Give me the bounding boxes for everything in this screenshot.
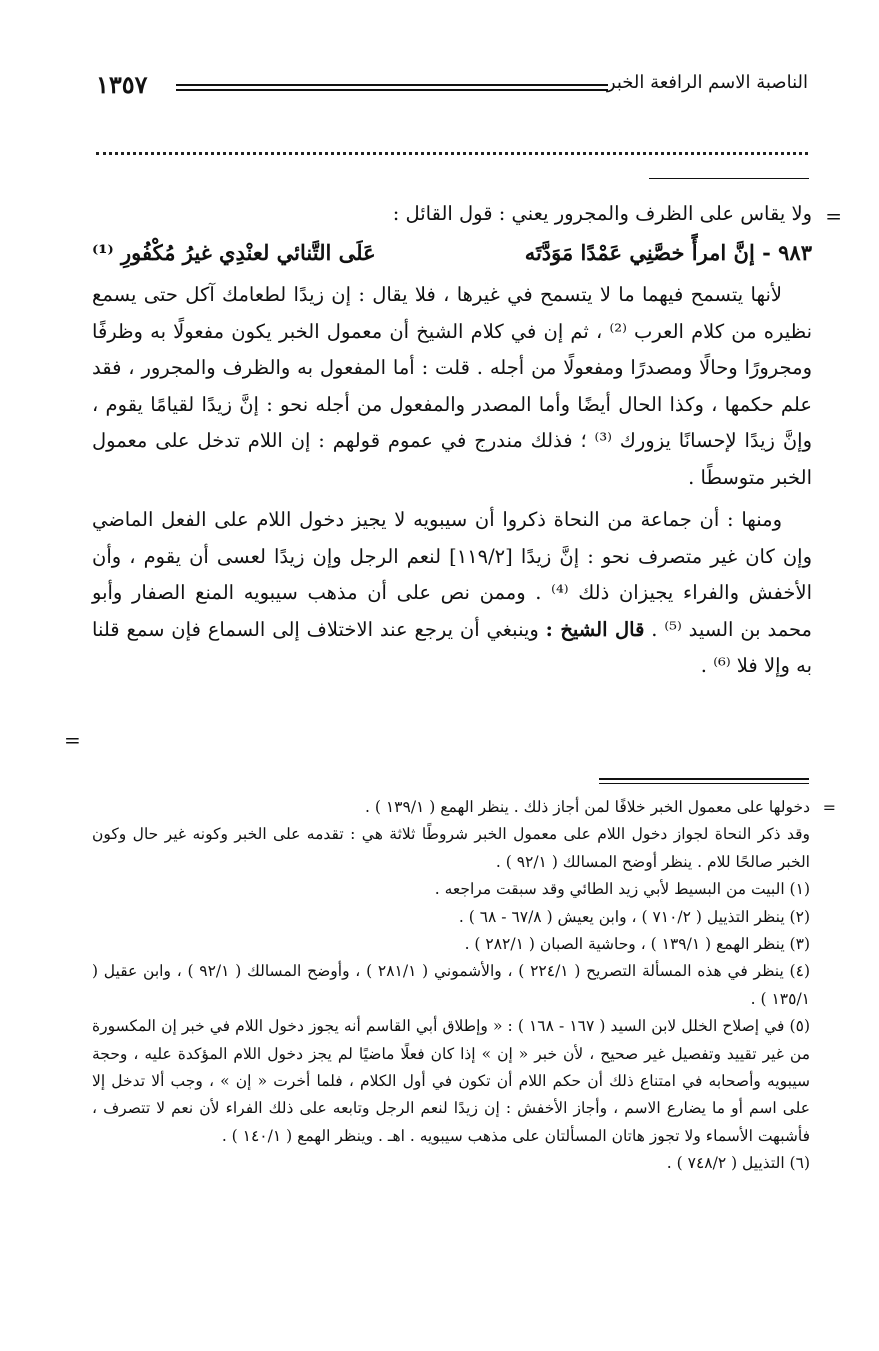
footnote-continued-2: وقد ذكر النحاة لجواز دخول اللام على معمول الخبر شروطًا ثلاثة هي : تقدمه على الخبر وكونه غير حال وكون الخبر صالحًا للام . ينظر أوضح المسالك ( ٩٢/١ ) . bbox=[92, 825, 810, 871]
paragraph-1: لأنها يتسمح فيهما ما لا يتسمح في غيرها ، فلا يقال : إن زيدًا لطعامك آكل حتى يسمع نظيره من كلام العرب ⁽²⁾ ، ثم إن في كلام الشيخ أن معمول الخبر يكون مفعولًا به وظرفًا ومجرورًا وحالًا ومصدرًا ومفعولًا من أجله . قلت : أما المفعول به والظرف والمجرور ، فقد علم حكمها ، وكذا الحال أيضًا وأما المصدر والمفعول من أجله نحو : إنَّ زيدًا لقيامًا يقوم ، وإنَّ زيدًا لإحسانًا يزورك ⁽³⁾ ؛ فذلك مندرج في عموم قولهم : إن اللام تدخل على معمول الخبر متوسطًا . bbox=[92, 283, 813, 489]
poetry-verse bbox=[92, 235, 812, 272]
header-double-rule bbox=[176, 84, 608, 91]
paragraph-2-text-b: وينبغي أن يرجع عند الاختلاف إلى السماع فإن سمع قلنا به وإلا فلا ⁽⁶⁾ . bbox=[92, 617, 812, 677]
verse-second-hemistich: عَلَى التَّنائي لعنْدِي غيرُ مُكْفُورِ ⁽¹⁾ bbox=[92, 239, 376, 265]
continues-mark: = bbox=[64, 728, 81, 752]
footnote-separator bbox=[599, 778, 809, 784]
running-title: الناصبة الاسم الرافعة الخبر bbox=[606, 72, 808, 93]
footnote-6: (٦) التذييل ( ٧٤٨/٢ ) . bbox=[666, 1154, 810, 1173]
footnote-continuation-mark: = bbox=[822, 798, 836, 817]
paragraph-2-text-a: ومنها : أن جماعة من النحاة ذكروا أن سيبويه لا يجيز دخول اللام على الفعل الماضي وإن كان غير متصرف نحو : إنَّ زيدًا [١١٩/٢] لنعم الرجل وإن زيدًا لعسى أن يقوم ، وأن الأخفش والفراء يجيزان ذلك ⁽⁴⁾ . وممن نص على أن مذهب سيبويه المنع الصفار وأبو محمد بن السيد ⁽⁵⁾ . bbox=[92, 508, 813, 641]
footnote-1: (١) البيت من البسيط لأبي زيد الطائي وقد سبقت مراجعه . bbox=[434, 880, 810, 899]
footnotes bbox=[92, 794, 836, 1178]
footnote-2: (٢) ينظر التذييل ( ٧١٠/٢ ) ، وابن يعيش ( ٦٧/٨ - ٦٨ ) . bbox=[458, 907, 810, 926]
intro-line: ولا يقاس على الظرف والمجرور يعني : قول القائل : bbox=[392, 202, 812, 225]
main-text bbox=[92, 196, 842, 685]
footnote-5: (٥) في إصلاح الخلل لابن السيد ( ١٦٧ - ١٦٨ ) : « وإطلاق أبي القاسم أنه يجوز دخول اللام في خبر إن المكسورة من غير تقييد وتفصيل غير صحيح ، لأن خبر « إن » إذا كان فعلًا ماضيًا لم يجز دخول اللام المؤكدة عليه ، وحجة سيبويه وأصحابه في امتناع ذلك أن حكم اللام أن تكون في أول الكلام ، فلما أخرت « إن » ، وجب ألا تدخل إلا على اسم أو ما يضارع الاسم ، وأجاز الأخفش : إن زيدًا لنعم الرجل وتابعه على ذلك الفراء لأن نعم لا تتصرف ، فأشبهت الأسماء ولا تجوز هاتان المسألتان على مذهب سيبويه . اهـ . وينظر الهمع ( ١٤٠/١ ) . bbox=[92, 1017, 810, 1145]
paragraph-2-bold: قال الشيخ : bbox=[545, 617, 645, 641]
verse-first-hemistich: ٩٨٣ - إنَّ امرأً خصَّنِي عَمْدًا مَوَدَّتَه bbox=[524, 239, 812, 265]
section-rule bbox=[649, 178, 809, 179]
page-number: ١٣٥٧ bbox=[96, 70, 148, 99]
footnote-4: (٤) ينظر في هذه المسألة التصريح ( ٢٢٤/١ ) ، والأشموني ( ٢٨١/١ ) ، وأوضح المسالك ( ٩٢/١ ) ، وابن عقيل ( ١٣٥/١ ) . bbox=[92, 962, 810, 1008]
footnote-3: (٣) ينظر الهمع ( ١٣٩/١ ) ، وحاشية الصبان ( ٢٨٢/١ ) . bbox=[464, 935, 810, 954]
paragraph-2 bbox=[92, 502, 812, 685]
dotted-separator bbox=[96, 142, 808, 155]
continuation-mark: = bbox=[825, 204, 842, 228]
footnote-continued-1: دخولها على معمول الخبر خلافًا لمن أجاز ذلك . ينظر الهمع ( ١٣٩/١ ) . bbox=[365, 798, 810, 816]
running-header bbox=[96, 70, 808, 104]
